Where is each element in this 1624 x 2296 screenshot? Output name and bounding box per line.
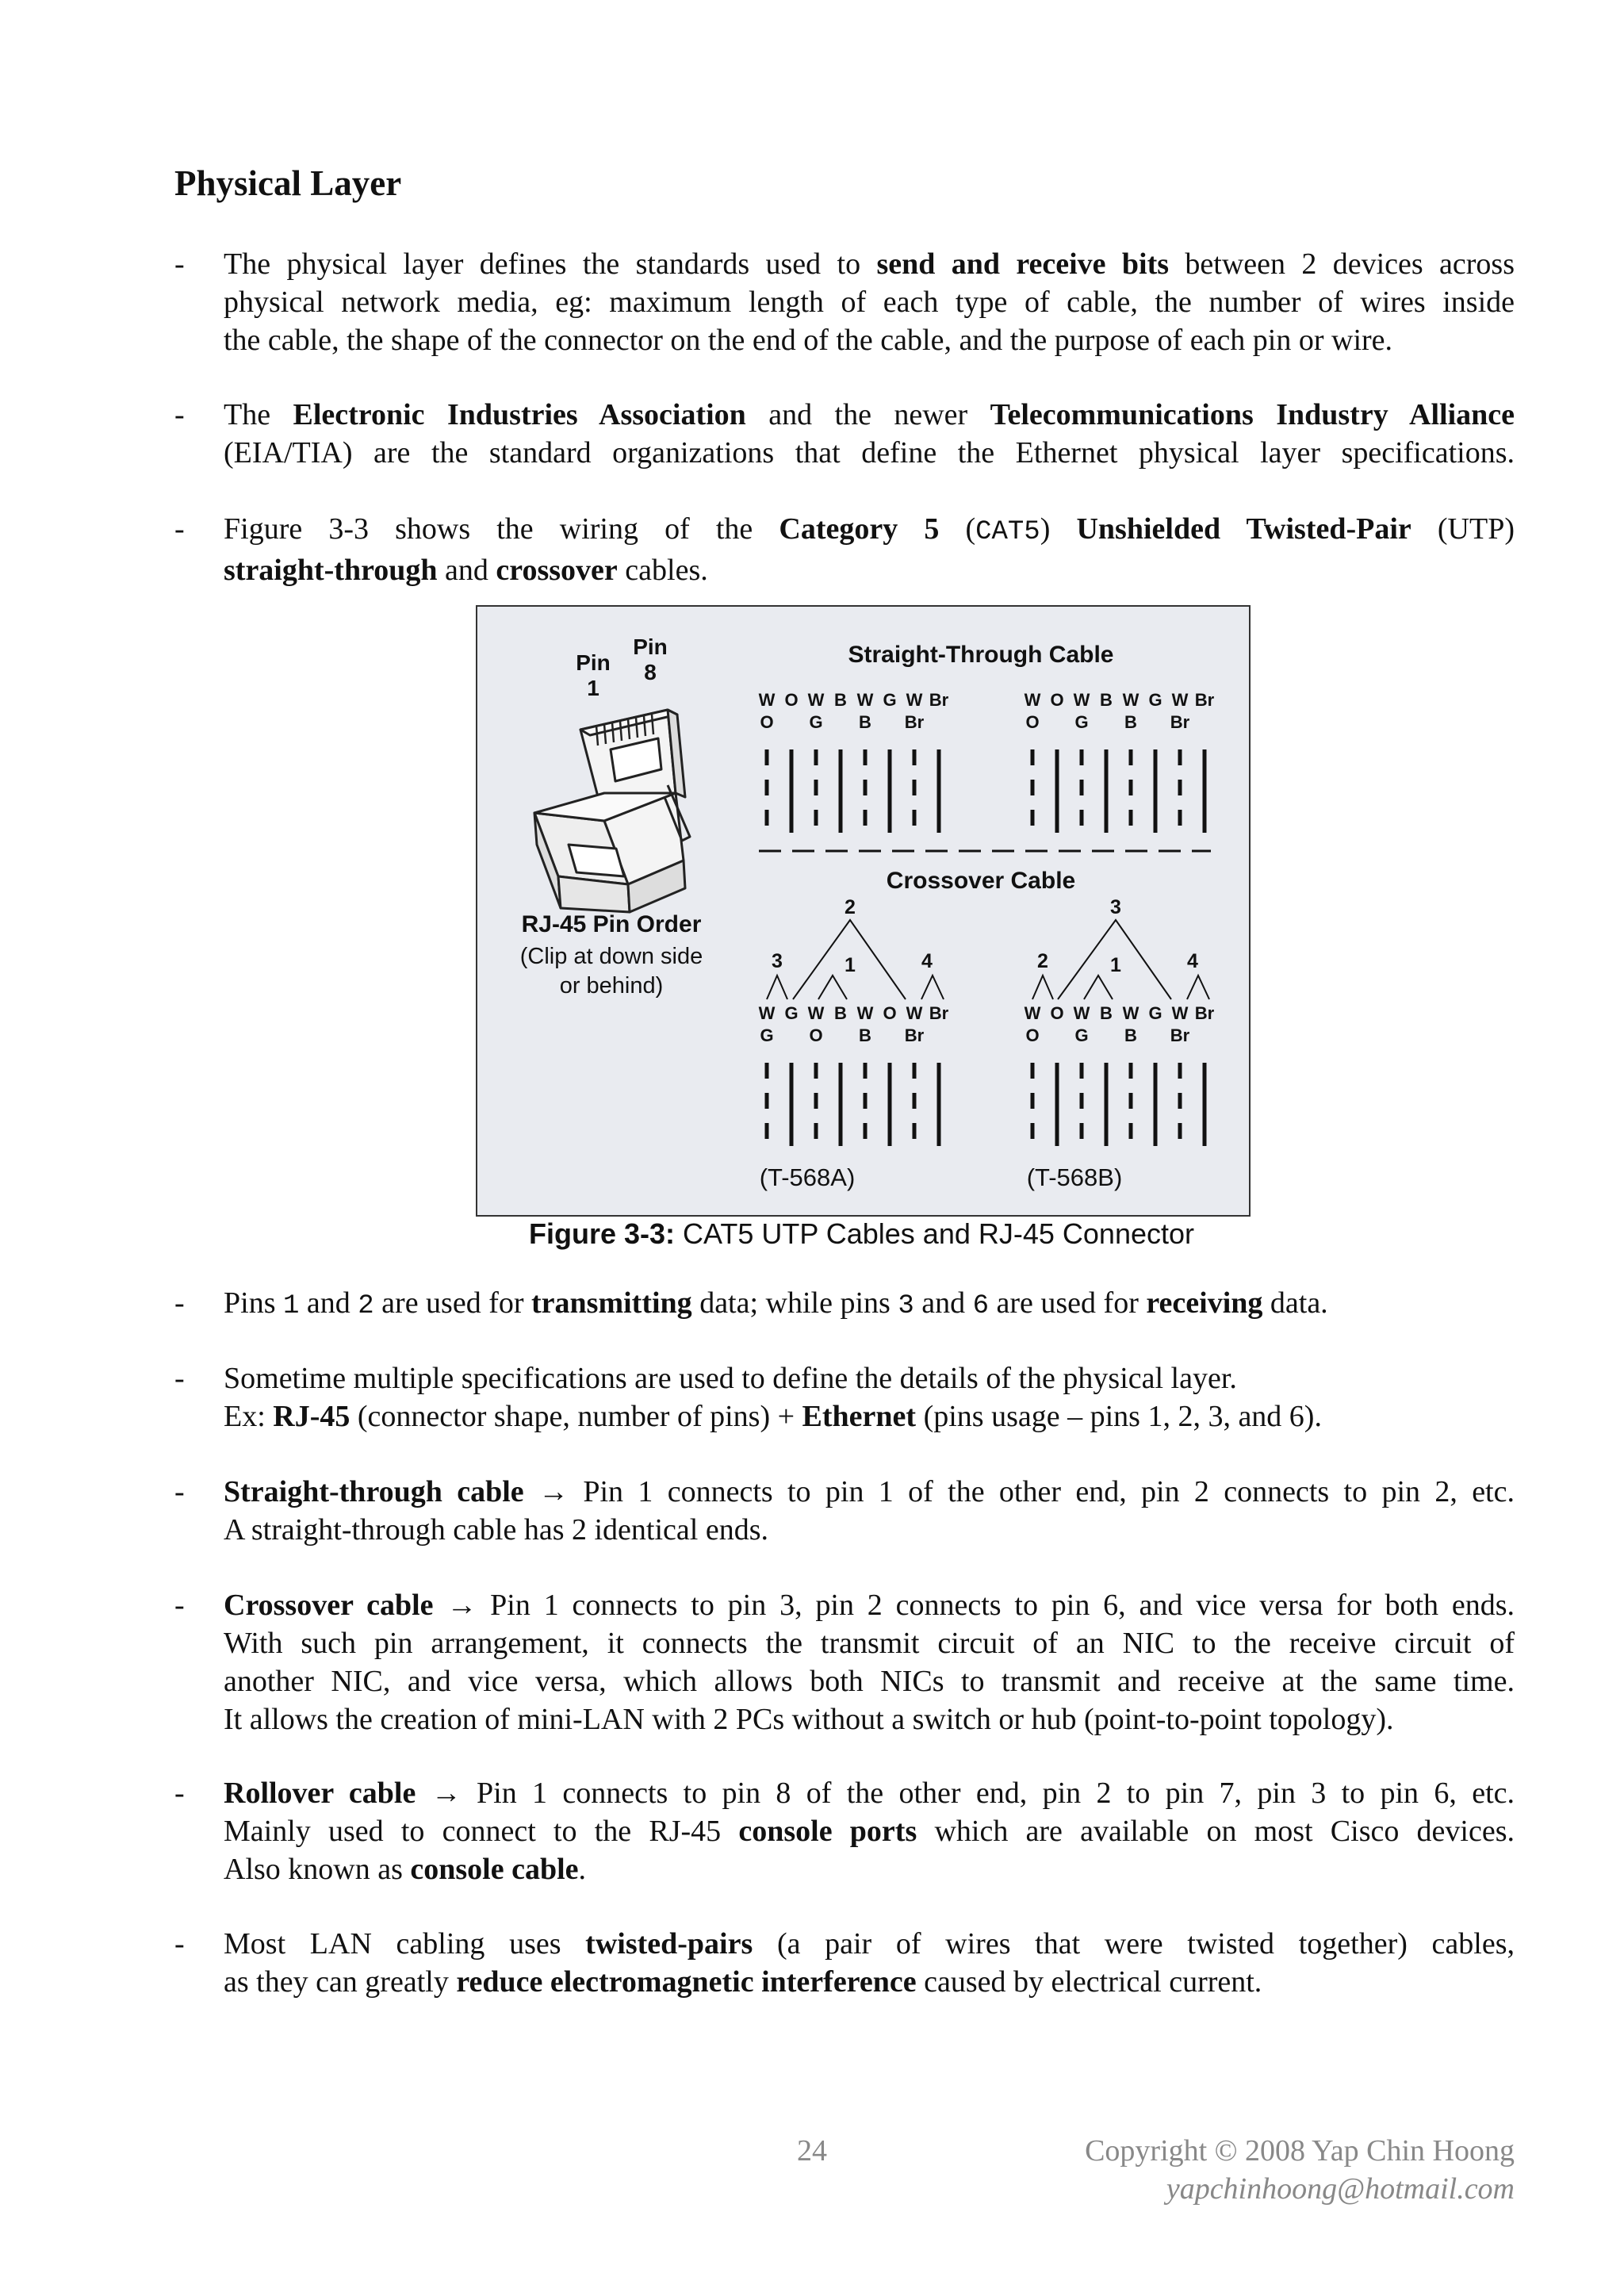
bullet-pin-usage: - Pins 1 and 2 are used for transmitting data; while pins 3 and 6 are used for receiving data. bbox=[174, 1284, 1515, 1325]
wire-color-label: B bbox=[1100, 690, 1113, 710]
wire-color-sublabel: Br bbox=[904, 1025, 925, 1045]
pair-number: 1 bbox=[1110, 954, 1121, 976]
caption-label: Figure 3-3: bbox=[529, 1217, 676, 1250]
bullet-rollover: - Rollover cable → Pin 1 connects to pin 8 of the other end, pin 2 to pin 7, pin 3 to pin 6, etc. Mainly used to connect to the RJ-45 console ports which are available on most Cisco devices. Also known as console cable. bbox=[174, 1774, 1515, 1888]
wire-color-label: Br bbox=[929, 690, 949, 710]
page-title: Physical Layer bbox=[174, 163, 402, 203]
wire-color-sublabel: G bbox=[809, 712, 823, 732]
arrow-icon: → bbox=[433, 1589, 491, 1622]
bullet-dash: - bbox=[174, 398, 185, 431]
wire-color-sublabel: G bbox=[1074, 712, 1089, 732]
wire-color-label: G bbox=[1148, 1003, 1162, 1023]
bullet-straight-through: - Straight-through cable → Pin 1 connects to pin 1 of the other end, pin 2 connects to pin 2, etc. A straight-through cable has 2 identical ends. bbox=[174, 1473, 1515, 1549]
rj45-subtitle-1: (Clip at down side bbox=[519, 944, 703, 969]
crossover-title: Crossover Cable bbox=[886, 868, 1076, 894]
pair-number: 2 bbox=[1037, 950, 1048, 972]
bullet-twisted-pairs: - Most LAN cabling uses twisted-pairs (a pair of wires that were twisted together) cables, as they can greatly reduce electromagnetic interference caused by electrical current. bbox=[174, 1925, 1515, 2001]
page-number: 24 bbox=[797, 2134, 827, 2168]
bold-text: Category 5 bbox=[779, 512, 940, 546]
pin8-label: Pin bbox=[633, 634, 668, 659]
figure-cat5-cables bbox=[476, 605, 1251, 1217]
arrow-icon: → bbox=[416, 1777, 477, 1810]
wire-color-label: W bbox=[856, 690, 874, 710]
bold-text: crossover bbox=[496, 554, 618, 587]
pair-number: 1 bbox=[845, 954, 856, 976]
figure-drawing bbox=[477, 607, 1249, 1215]
wire-color-label: O bbox=[1050, 690, 1064, 710]
wire-color-label: Br bbox=[1194, 1003, 1215, 1023]
text: and bbox=[437, 554, 496, 587]
wire-color-label: O bbox=[1050, 1003, 1064, 1023]
pair-number: 2 bbox=[845, 896, 856, 918]
wire-color-label: B bbox=[834, 690, 847, 710]
wire-color-label: G bbox=[883, 690, 897, 710]
bullet-dash: - bbox=[174, 1777, 185, 1810]
rj45-pin-order-title: RJ-45 Pin Order bbox=[521, 911, 702, 937]
pin1-number: 1 bbox=[587, 676, 599, 700]
text-line: With such pin arrangement, it connects the transmit circuit of an NIC to the receive circuit of bbox=[224, 1627, 1515, 1660]
bullet-dash: - bbox=[174, 1286, 185, 1320]
straight-through-title: Straight-Through Cable bbox=[848, 642, 1114, 668]
bullet-crossover: - Crossover cable → Pin 1 connects to pin 3, pin 2 connects to pin 6, and vice versa for both ends. With such pin arrangement, it connects the transmit circuit of an NIC to the receive circuit of another NIC, and vice versa, which allows both NICs to transmit and receive at the same time. It allows the creation of mini-LAN with 2 PCs without a switch or hub (point-to-point topology). bbox=[174, 1586, 1515, 1738]
text-line: (EIA/TIA) are the standard organizations that define the Ethernet physical layer specifications. bbox=[224, 436, 1515, 470]
wire-color-sublabel: Br bbox=[904, 712, 925, 732]
wire-color-sublabel: B bbox=[859, 712, 871, 732]
text-line: another NIC, and vice versa, which allows both NICs to transmit and receive at the same time. bbox=[224, 1665, 1515, 1698]
wire-color-label: Br bbox=[929, 1003, 949, 1023]
bold-text: Electronic Industries Association bbox=[293, 398, 746, 431]
text: ) bbox=[1040, 512, 1077, 546]
bullet-dash: - bbox=[174, 1927, 185, 1961]
text: Figure 3-3 shows the wiring of the bbox=[224, 512, 779, 546]
wire-color-label: W bbox=[1122, 1003, 1139, 1023]
wire-color-label: W bbox=[807, 690, 825, 710]
text: ( bbox=[939, 512, 976, 546]
wire-color-sublabel: G bbox=[1074, 1025, 1089, 1045]
text-line: It allows the creation of mini-LAN with 2 PCs without a switch or hub (point-to-point topology). bbox=[224, 1703, 1394, 1736]
copyright-notice: Copyright © 2008 Yap Chin Hoong bbox=[1085, 2134, 1515, 2168]
bullet-multiple-specs: - Sometime multiple specifications are used to define the details of the physical layer. Ex: RJ-45 (connector shape, number of pins) + Ethernet (pins usage – pins 1, 2, 3, and 6). bbox=[174, 1359, 1515, 1435]
pair-number: 3 bbox=[1110, 896, 1121, 918]
wire-color-label: B bbox=[834, 1003, 847, 1023]
wire-color-label: B bbox=[1100, 1003, 1113, 1023]
text: between 2 devices across bbox=[1169, 247, 1515, 281]
wire-color-label: W bbox=[906, 690, 923, 710]
bold-text: Telecommunications Industry Alliance bbox=[990, 398, 1515, 431]
bullet-dash: - bbox=[174, 1362, 185, 1395]
wire-color-label: G bbox=[1148, 690, 1162, 710]
text-line: A straight-through cable has 2 identical ends. bbox=[224, 1513, 768, 1547]
wire-color-sublabel: B bbox=[1124, 1025, 1137, 1045]
wire-color-label: W bbox=[856, 1003, 874, 1023]
mono-text: CAT5 bbox=[975, 517, 1040, 547]
bold-text: straight-through bbox=[224, 554, 438, 587]
wire-color-label: W bbox=[906, 1003, 923, 1023]
wire-color-label: W bbox=[1073, 1003, 1090, 1023]
text-line: Sometime multiple specifications are used to define the details of the physical layer. bbox=[224, 1362, 1237, 1395]
text: (UTP) bbox=[1411, 512, 1515, 546]
text: The bbox=[224, 398, 293, 431]
wire-color-sublabel: B bbox=[1124, 712, 1137, 732]
label-t568a: (T-568A) bbox=[759, 1163, 856, 1191]
bullet-dash: - bbox=[174, 1475, 185, 1508]
wire-color-label: W bbox=[1024, 1003, 1041, 1023]
wire-color-label: O bbox=[784, 690, 799, 710]
wire-color-label: W bbox=[807, 1003, 825, 1023]
wire-color-label: W bbox=[1171, 690, 1189, 710]
bullet-dash: - bbox=[174, 1589, 185, 1622]
bullet-dash: - bbox=[174, 512, 185, 546]
pair-number: 4 bbox=[921, 950, 933, 972]
pin1-label: Pin bbox=[576, 650, 611, 675]
bullet-dash: - bbox=[174, 247, 185, 281]
bold-text: Unshielded Twisted-Pair bbox=[1076, 512, 1411, 546]
wire-color-sublabel: O bbox=[760, 712, 774, 732]
wire-color-label: Br bbox=[1194, 690, 1215, 710]
bullet-eia-tia bbox=[174, 396, 1515, 472]
text-line: the cable, the shape of the connector on the end of the cable, and the purpose of each pin or wire. bbox=[224, 324, 1393, 357]
wire-color-sublabel: Br bbox=[1170, 712, 1190, 732]
bold-text: send and receive bits bbox=[876, 247, 1170, 281]
wire-color-label: W bbox=[758, 690, 776, 710]
wire-color-label: W bbox=[1024, 690, 1041, 710]
wire-color-label: O bbox=[883, 1003, 897, 1023]
wire-color-sublabel: B bbox=[859, 1025, 871, 1045]
wire-color-label: G bbox=[784, 1003, 799, 1023]
author-email: yapchinhoong@hotmail.com bbox=[1166, 2172, 1515, 2206]
text: The physical layer defines the standards used to bbox=[224, 247, 877, 281]
caption-text: CAT5 UTP Cables and RJ-45 Connector bbox=[675, 1217, 1194, 1250]
text-line: physical network media, eg: maximum length of each type of cable, the number of wires inside bbox=[224, 286, 1515, 319]
bullet-figure-reference bbox=[174, 510, 1515, 589]
wire-color-label: W bbox=[758, 1003, 776, 1023]
wire-color-label: W bbox=[1171, 1003, 1189, 1023]
pair-number: 4 bbox=[1187, 950, 1198, 972]
rj45-subtitle-2: or behind) bbox=[559, 973, 664, 999]
wire-color-label: W bbox=[1122, 690, 1139, 710]
figure-caption bbox=[476, 1217, 1247, 1251]
text: and the newer bbox=[745, 398, 990, 431]
pin8-number: 8 bbox=[644, 660, 657, 684]
bullet-physical-layer-definition bbox=[174, 245, 1515, 359]
label-t568b: (T-568B) bbox=[1026, 1163, 1123, 1191]
arrow-icon: → bbox=[523, 1475, 584, 1508]
pair-number: 3 bbox=[772, 950, 783, 972]
wire-color-label: W bbox=[1073, 690, 1090, 710]
wire-color-sublabel: Br bbox=[1170, 1025, 1190, 1045]
text: cables. bbox=[617, 554, 708, 587]
rj45-connector-icon bbox=[534, 710, 690, 912]
wire-color-sublabel: O bbox=[1025, 712, 1040, 732]
wire-color-sublabel: O bbox=[809, 1025, 823, 1045]
wire-color-sublabel: O bbox=[1025, 1025, 1040, 1045]
wire-color-sublabel: G bbox=[760, 1025, 774, 1045]
